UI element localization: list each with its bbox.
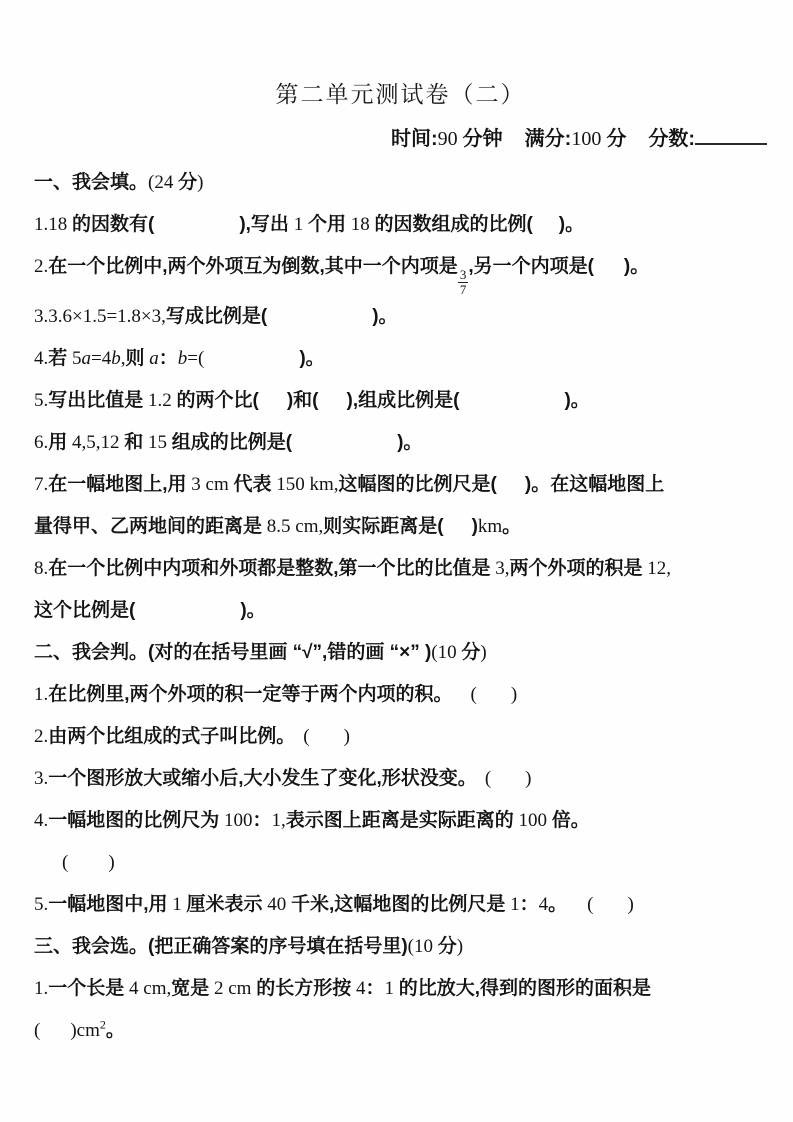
text-segment: 分钟 bbox=[462, 128, 503, 150]
question-line-6 bbox=[34, 422, 767, 464]
answer-blank bbox=[259, 404, 287, 406]
text-segment: 4 cm, bbox=[124, 978, 172, 1000]
text-segment: ( bbox=[587, 894, 594, 916]
text-segment: 三、我会选。(把正确答案的序号填在括号里) bbox=[34, 936, 408, 958]
answer-blank bbox=[154, 228, 239, 230]
paper-body bbox=[34, 116, 767, 1052]
text-segment: 1. bbox=[34, 978, 49, 1000]
text-segment: ) bbox=[197, 172, 204, 193]
answer-blank bbox=[204, 362, 299, 364]
text-segment: 的长方形按 bbox=[256, 978, 352, 1000]
answer-blank bbox=[533, 228, 559, 230]
section-header-2 bbox=[34, 632, 767, 674]
text-segment: 12, bbox=[642, 558, 672, 580]
text-segment: 100 bbox=[513, 810, 552, 832]
answer-blank bbox=[477, 698, 511, 700]
judgment-line-5 bbox=[34, 884, 767, 926]
text-segment: 个用 bbox=[307, 214, 346, 235]
choice-line-1a bbox=[34, 968, 767, 1010]
variable-letter: b bbox=[177, 348, 188, 370]
text-segment: 满分: bbox=[524, 128, 572, 150]
text-segment: (10 bbox=[431, 642, 462, 664]
text-segment: ) bbox=[343, 726, 350, 748]
text-segment: )和( bbox=[286, 390, 319, 412]
answer-blank bbox=[68, 866, 108, 868]
text-segment: 量得甲、乙两地间的距离是 bbox=[34, 516, 263, 538]
text-segment: ( bbox=[470, 684, 477, 706]
text-segment: 4 bbox=[538, 894, 549, 916]
answer-blank bbox=[497, 488, 525, 490]
text-segment: ),写出 bbox=[239, 214, 289, 235]
text-segment: ( bbox=[484, 768, 492, 790]
text-segment: 的因数组成的比例( bbox=[374, 214, 533, 235]
text-segment: 100 bbox=[571, 128, 607, 150]
answer-blank bbox=[453, 698, 471, 700]
text-segment: 。 bbox=[502, 516, 522, 538]
text-segment: 1 bbox=[505, 894, 520, 916]
judgment-line-3 bbox=[34, 758, 767, 800]
text-segment: 在一幅地图上,用 bbox=[48, 474, 187, 496]
text-segment: 写成比例是( bbox=[165, 306, 268, 328]
text-segment: 2. bbox=[34, 726, 49, 748]
answer-blank bbox=[503, 143, 525, 145]
text-segment: 4 bbox=[351, 978, 366, 1000]
text-segment: 的因数有( bbox=[72, 214, 155, 235]
text-segment: 分 bbox=[461, 642, 481, 664]
text-segment: )。 bbox=[564, 390, 590, 412]
fraction-denominator: 7 bbox=[459, 281, 467, 297]
text-segment: 则 bbox=[125, 348, 145, 370]
text-segment: 4. bbox=[34, 348, 49, 370]
text-segment: 一幅地图的比例尺为 bbox=[48, 810, 220, 832]
text-segment: 4. bbox=[34, 810, 49, 832]
answer-blank bbox=[491, 782, 525, 784]
text-segment: =4 bbox=[91, 348, 112, 370]
text-segment: ( bbox=[62, 852, 69, 874]
text-segment: ) bbox=[456, 936, 464, 958]
text-segment: )。 bbox=[558, 214, 585, 235]
text-segment: 的两个比( bbox=[176, 390, 259, 412]
judgment-line-4a bbox=[34, 800, 767, 842]
answer-blank bbox=[267, 320, 372, 322]
text-segment: ,另一个内项是( bbox=[468, 256, 594, 277]
question-line-7b bbox=[34, 506, 767, 548]
text-segment: ( bbox=[303, 726, 310, 748]
text-segment: 表示图上距离是实际距离的 bbox=[285, 810, 514, 832]
answer-blank bbox=[594, 270, 624, 272]
text-segment: ： bbox=[252, 810, 272, 832]
text-segment: ： bbox=[365, 978, 385, 1000]
text-segment: 3, bbox=[490, 558, 510, 580]
text-segment: 。 bbox=[105, 1020, 125, 1042]
answer-blank bbox=[626, 143, 648, 145]
text-segment: ),组成比例是( bbox=[346, 390, 460, 412]
answer-blank bbox=[40, 1034, 70, 1036]
text-segment: ) bbox=[108, 852, 115, 874]
text-segment: ( bbox=[34, 1020, 41, 1042]
text-segment: 分数: bbox=[648, 128, 695, 150]
text-segment: ) bbox=[471, 516, 478, 538]
text-segment: 则实际距离是( bbox=[323, 516, 444, 538]
question-line-1 bbox=[34, 204, 767, 246]
text-segment: )。在这幅地图上 bbox=[524, 474, 665, 496]
choice-line-1b bbox=[34, 1010, 767, 1052]
text-segment: 8.5 cm, bbox=[262, 516, 324, 538]
text-segment: ) bbox=[510, 684, 518, 706]
text-segment: 分 bbox=[178, 172, 198, 193]
text-segment: 6. bbox=[34, 432, 49, 454]
text-segment: ) bbox=[627, 894, 634, 916]
text-segment: 时间: bbox=[390, 128, 438, 150]
section-header-3 bbox=[34, 926, 767, 968]
answer-blank bbox=[444, 530, 472, 532]
text-segment: 3 cm bbox=[186, 474, 234, 496]
text-segment: )。 bbox=[299, 348, 325, 370]
question-line-4 bbox=[34, 338, 767, 380]
text-segment: (24 bbox=[148, 172, 179, 193]
text-segment: 倍。 bbox=[551, 810, 590, 832]
text-segment: 在一个比例中,两个外项互为倒数,其中一个内项是 bbox=[48, 256, 458, 277]
text-segment: )。 bbox=[623, 256, 650, 277]
text-segment: 分 bbox=[437, 936, 457, 958]
text-segment: 90 bbox=[437, 128, 463, 150]
judgment-line-4b bbox=[34, 842, 767, 884]
text-segment: 5. bbox=[34, 894, 49, 916]
text-segment: 1 bbox=[167, 894, 187, 916]
answer-blank bbox=[135, 614, 240, 616]
page-title: 第二单元测试卷（二） bbox=[275, 82, 526, 107]
answer-blank bbox=[310, 740, 344, 742]
text-segment: 5 bbox=[67, 348, 82, 370]
variable-letter: a bbox=[81, 348, 92, 370]
text-segment: 5. bbox=[34, 390, 49, 412]
text-segment: )cm bbox=[70, 1020, 100, 1042]
answer-blank bbox=[593, 908, 627, 910]
text-segment: 组成的比例是( bbox=[171, 432, 293, 454]
text-segment: 40 bbox=[262, 894, 292, 916]
text-segment: 2. bbox=[34, 256, 49, 277]
text-segment: 1 bbox=[384, 978, 399, 1000]
text-segment: 宽是 bbox=[171, 978, 210, 1000]
text-segment: 18 bbox=[345, 214, 375, 235]
text-segment: 2 cm bbox=[209, 978, 257, 1000]
text-segment: 这个比例是( bbox=[34, 600, 136, 622]
section-header-1 bbox=[34, 162, 767, 204]
judgment-line-2 bbox=[34, 716, 767, 758]
text-segment: 100 bbox=[219, 810, 253, 832]
text-segment: 和 bbox=[124, 432, 144, 454]
text-segment: =( bbox=[187, 348, 205, 370]
answer-blank bbox=[319, 404, 347, 406]
text-segment: 1.2 bbox=[143, 390, 177, 412]
text-segment: 写出比值是 bbox=[48, 390, 144, 412]
text-segment: 这幅图的比例尺是( bbox=[338, 474, 497, 496]
text-segment: 二、我会判。(对的在括号里画 “√”,错的画 “×” ) bbox=[34, 642, 432, 664]
question-line-8b bbox=[34, 590, 767, 632]
judgment-line-1 bbox=[34, 674, 767, 716]
fraction bbox=[458, 268, 469, 296]
text-segment: 1 bbox=[288, 214, 308, 235]
text-segment: 在比例里,两个外项的积一定等于两个内项的积。 bbox=[48, 684, 453, 706]
text-segment: 一个图形放大或缩小后,大小发生了变化,形状没变。 bbox=[48, 768, 477, 790]
text-segment: 一个长是 bbox=[48, 978, 125, 1000]
text-segment: 3. bbox=[34, 768, 49, 790]
question-line-3 bbox=[34, 296, 767, 338]
text-segment: , bbox=[120, 348, 126, 370]
question-line-7a bbox=[34, 464, 767, 506]
text-segment: 3.3.6×1.5=1.8×3, bbox=[34, 306, 166, 328]
text-segment: 由两个比组成的式子叫比例。 bbox=[48, 726, 296, 748]
text-segment: 两个外项的积是 bbox=[509, 558, 643, 580]
text-segment: 1.18 bbox=[34, 214, 72, 235]
question-line-5 bbox=[34, 380, 767, 422]
text-segment: 1. bbox=[34, 684, 49, 706]
exam-info bbox=[34, 116, 767, 162]
answer-blank bbox=[459, 404, 564, 406]
text-segment: 。 bbox=[548, 894, 568, 916]
text-segment: 厘米表示 bbox=[186, 894, 263, 916]
text-segment: km bbox=[477, 516, 503, 538]
text-segment: 一、我会填。 bbox=[34, 172, 149, 193]
text-segment: 8. bbox=[34, 558, 49, 580]
variable-letter: a bbox=[149, 348, 159, 370]
question-line-2 bbox=[34, 246, 767, 296]
text-segment: ) bbox=[525, 768, 532, 790]
superscript: 2 bbox=[99, 1017, 106, 1032]
text-segment: )。 bbox=[397, 432, 423, 454]
text-segment: ： bbox=[158, 348, 178, 370]
question-line-8a bbox=[34, 548, 767, 590]
text-segment: 7. bbox=[34, 474, 49, 496]
text-segment: 的比放大,得到的图形的面积是 bbox=[398, 978, 652, 1000]
text-segment: 千米,这幅地图的比例尺是 bbox=[291, 894, 506, 916]
variable-letter: b bbox=[111, 348, 121, 370]
text-segment: ： bbox=[519, 894, 539, 916]
text-segment: )。 bbox=[372, 306, 398, 328]
text-segment: 4,5,12 bbox=[67, 432, 125, 454]
text-segment: 15 bbox=[143, 432, 172, 454]
score-blank bbox=[695, 122, 767, 145]
answer-blank bbox=[292, 446, 397, 448]
text-segment: 1, bbox=[271, 810, 286, 832]
text-segment: 代表 bbox=[233, 474, 272, 496]
text-segment: 分 bbox=[606, 128, 627, 150]
text-segment: 150 km, bbox=[271, 474, 339, 496]
text-segment: )。 bbox=[240, 600, 266, 622]
text-segment: ) bbox=[480, 642, 487, 664]
answer-blank bbox=[567, 908, 587, 910]
text-segment: (10 bbox=[407, 936, 438, 958]
text-segment: 一幅地图中,用 bbox=[48, 894, 168, 916]
text-segment: 若 bbox=[48, 348, 68, 370]
fraction-numerator: 3 bbox=[459, 267, 467, 282]
text-segment: 在一个比例中内项和外项都是整数,第一个比的比值是 bbox=[48, 558, 491, 580]
text-segment: 用 bbox=[48, 432, 68, 454]
answer-blank bbox=[477, 782, 485, 784]
